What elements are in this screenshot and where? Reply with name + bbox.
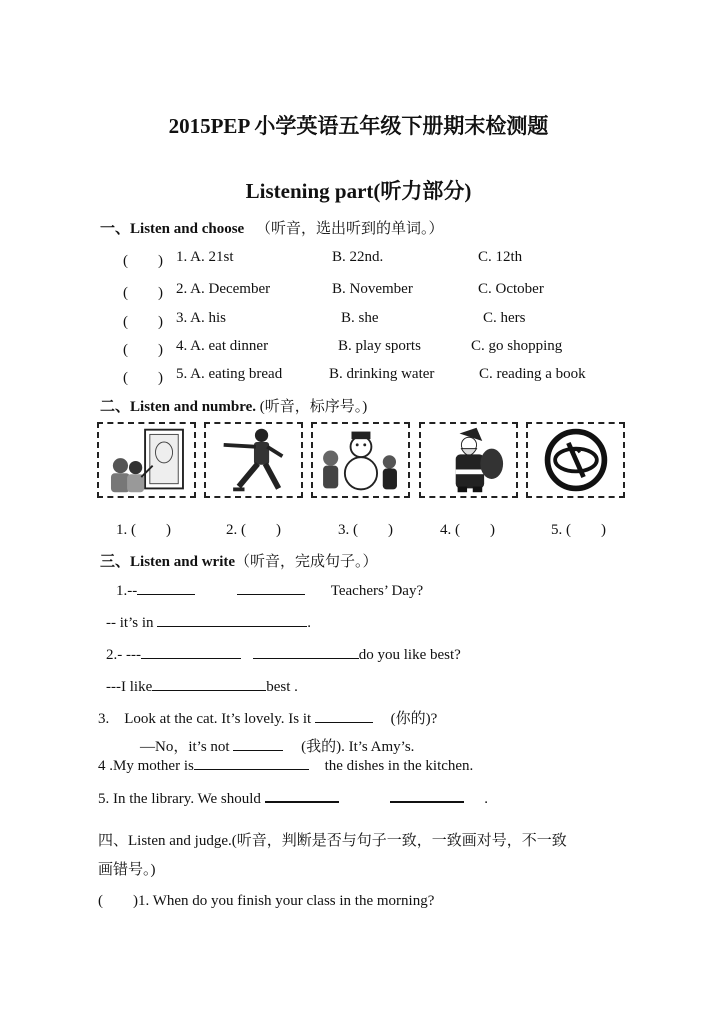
section3-title: Listen and write [130, 554, 236, 570]
santa-claus-icon [421, 424, 516, 496]
picture-5 [526, 422, 625, 498]
write-q3b-prefix: —No，it’s not [140, 739, 230, 755]
blank-field[interactable] [265, 800, 339, 803]
choice-b: B. drinking water [329, 366, 435, 382]
picture-4 [419, 422, 518, 498]
kids-with-snowman-icon [313, 424, 408, 496]
write-q4-suffix: the dishes in the kitchen. [324, 758, 474, 774]
page-subtitle: Listening part(听力部分) [245, 179, 472, 203]
write-q2a-prefix: 2.- --- [106, 647, 141, 663]
picture-label-3[interactable]: 3. ( ) [338, 522, 393, 538]
section4-heading-line1: 四、Listen and judge.(听音，判断是否与句子一致，一致画对号，不一致 [98, 833, 567, 849]
blank-field[interactable] [157, 625, 307, 627]
choice-paren[interactable]: ( ) [123, 253, 163, 269]
choice-c: C. reading a book [479, 366, 586, 382]
section3-heading [100, 550, 378, 571]
choice-paren[interactable]: ( ) [123, 314, 163, 330]
choice-b: B. 22nd. [332, 249, 384, 265]
section3-note: （听音，完成句子。） [235, 554, 378, 570]
choice-paren[interactable]: ( ) [123, 370, 163, 386]
blank-field[interactable] [137, 593, 195, 595]
choice-c: C. hers [483, 310, 526, 326]
picture-1 [97, 422, 196, 498]
choice-c: C. 12th [478, 249, 523, 265]
man-doing-kungfu-icon [206, 424, 301, 496]
girls-drawing-picture-icon [99, 424, 194, 496]
write-q2b [106, 679, 298, 696]
picture-label-4[interactable]: 4. ( ) [440, 522, 495, 538]
write-q1a [116, 583, 423, 600]
choice-a: 2. A. December [176, 281, 271, 297]
write-q2b-prefix: ---I like [106, 679, 153, 695]
write-q2a [106, 647, 461, 664]
section2-heading [100, 395, 367, 416]
choice-b: B. November [332, 281, 413, 297]
picture-label-1[interactable]: 1. ( ) [116, 522, 171, 538]
choice-paren[interactable]: ( ) [123, 285, 163, 301]
blank-field[interactable] [233, 749, 283, 751]
section1-note: （听音，选出听到的单词。） [255, 221, 444, 237]
picture-label-5[interactable]: 5. ( ) [551, 522, 606, 538]
write-q3b-suffix: (我的). It’s Amy’s. [301, 739, 415, 755]
blank-field[interactable] [141, 657, 241, 659]
page-title: 2015PEP 小学英语五年级下册期末检测题 [168, 114, 549, 138]
write-q1b [106, 615, 311, 632]
picture-label-2[interactable]: 2. ( ) [226, 522, 281, 538]
choice-b: B. play sports [338, 338, 421, 354]
write-q5-prefix: 5. In the library. We should [98, 791, 261, 807]
choice-a: 1. A. 21st [176, 249, 234, 265]
picture-3 [311, 422, 410, 498]
blank-field[interactable] [315, 721, 373, 723]
write-q1a-suffix: Teachers’ Day? [330, 583, 424, 599]
section2-number: 二、 [100, 399, 131, 415]
write-q2b-suffix: best . [266, 679, 298, 695]
picture-2 [204, 422, 303, 498]
section1-title: Listen and choose [130, 221, 245, 237]
write-q3b [140, 735, 414, 756]
section2-note: (听音，标序号。) [259, 399, 368, 415]
write-q5-suffix: . [484, 791, 488, 807]
choice-a: 4. A. eat dinner [176, 338, 269, 354]
judge-q1-text: 1. When do you finish your class in the morning? [138, 893, 435, 909]
judge-q1 [98, 889, 434, 910]
write-q4-prefix: 4 .My mother is [98, 758, 194, 774]
write-q4 [98, 758, 473, 775]
write-q5 [98, 791, 488, 808]
write-q3a [98, 707, 437, 728]
blank-field[interactable] [253, 657, 359, 659]
section2-title: Listen and numbre. [130, 399, 257, 415]
section3-number: 三、 [100, 554, 131, 570]
judge-paren[interactable]: ( ) [98, 893, 138, 909]
write-q1b-prefix: -- it’s in [106, 615, 154, 631]
choice-c: C. October [478, 281, 544, 297]
blank-field[interactable] [237, 593, 305, 595]
choice-a: 3. A. his [176, 310, 227, 326]
choice-c: C. go shopping [471, 338, 563, 354]
quiet-sign-icon [528, 424, 623, 496]
section1-heading [100, 217, 443, 238]
blank-field[interactable] [152, 689, 266, 691]
blank-field[interactable] [194, 768, 309, 770]
section4-heading-line2: 画错号。) [98, 862, 156, 878]
choice-paren[interactable]: ( ) [123, 342, 163, 358]
section1-number: 一、 [100, 221, 131, 237]
write-q3a-suffix: (你的)? [390, 711, 438, 727]
choice-b: B. she [341, 310, 379, 326]
write-q2a-suffix: do you like best? [358, 647, 461, 663]
blank-field[interactable] [390, 800, 464, 803]
write-q3a-prefix: 3. Look at the cat. It’s lovely. Is it [98, 711, 312, 727]
write-q1a-prefix: 1.-- [116, 583, 138, 599]
write-q1b-suffix: . [307, 615, 311, 631]
choice-a: 5. A. eating bread [176, 366, 283, 382]
